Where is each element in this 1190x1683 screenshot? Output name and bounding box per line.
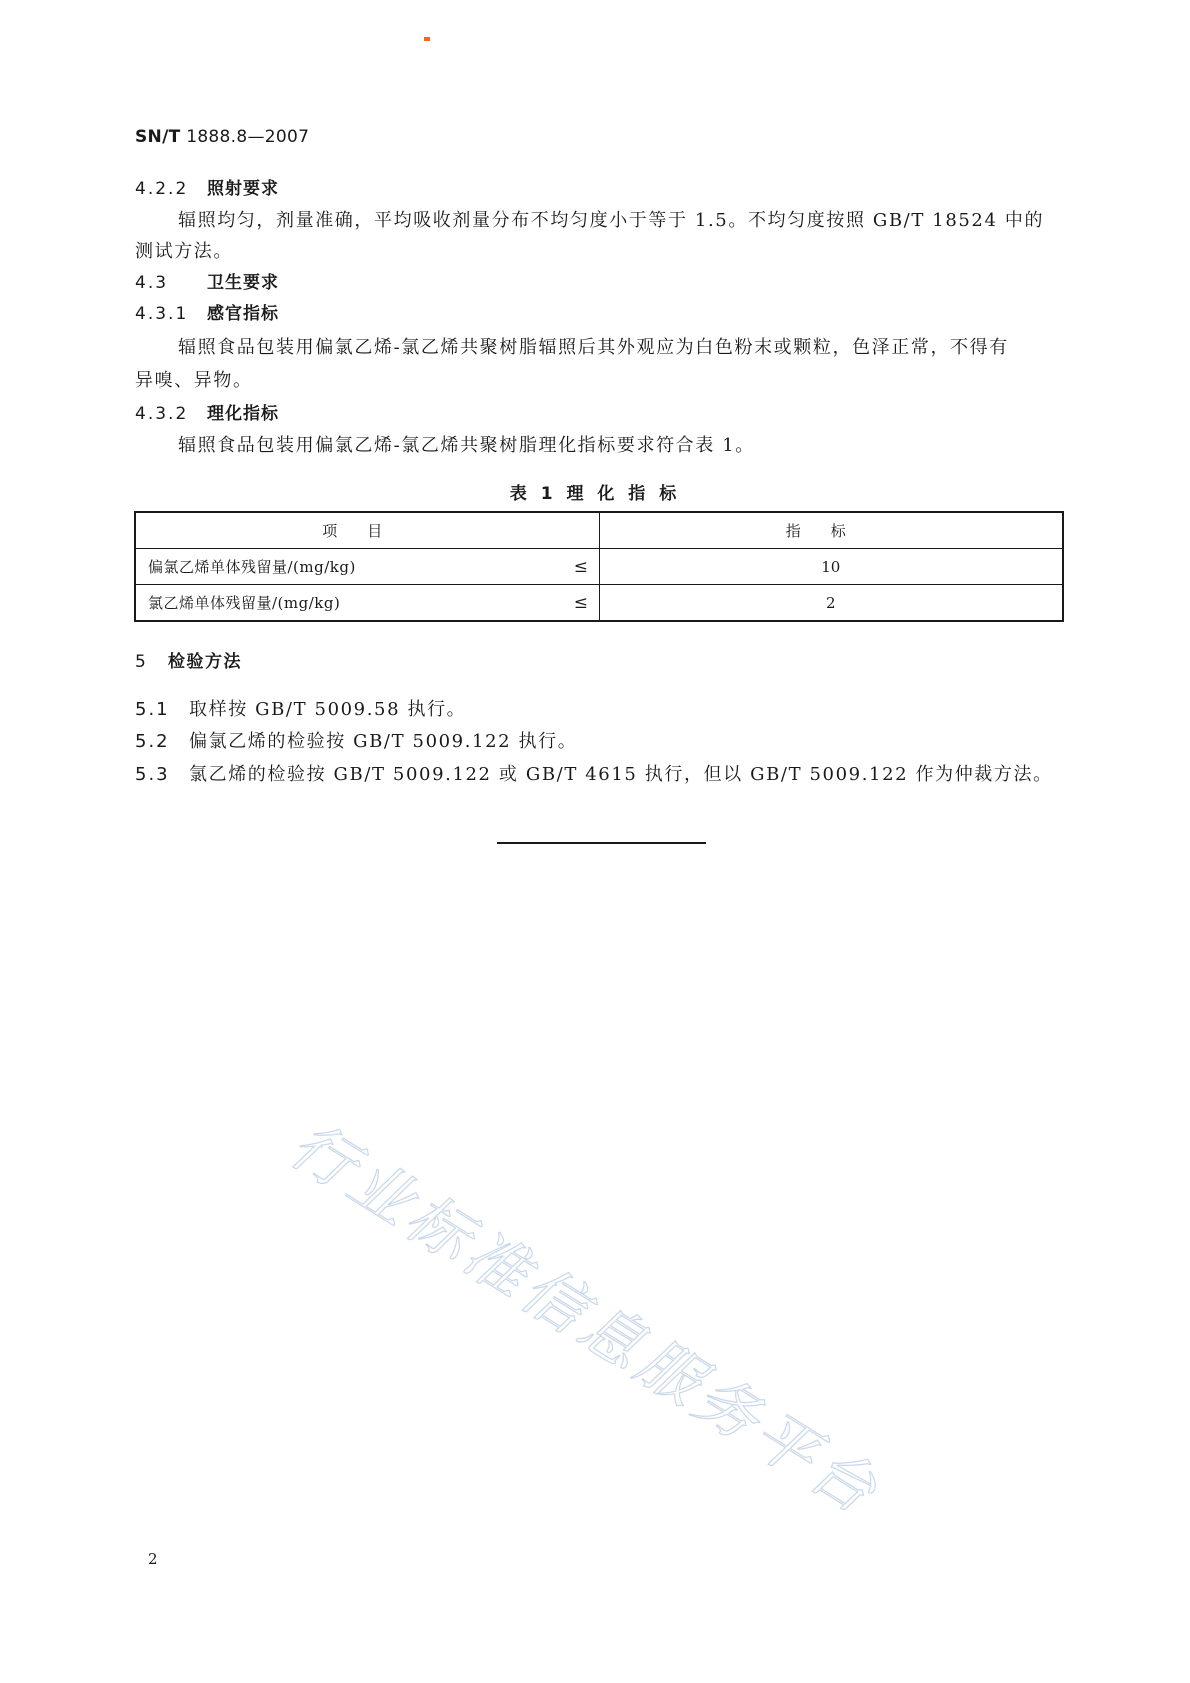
spec-table: [134, 511, 1064, 622]
end-rule: [497, 842, 706, 844]
item-label: 偏氯乙烯单体残留量/(mg/kg): [148, 558, 356, 576]
document-code: [135, 127, 309, 147]
heading-title: 感官指标: [207, 304, 279, 324]
heading-number: 4.2.2: [135, 179, 189, 199]
clause-5-1: [135, 699, 466, 721]
table-header-item: 项目: [135, 512, 599, 549]
clause-text: 氯乙烯的检验按 GB/T 5009.122 或 GB/T 4615 执行，但以 GB/T 5009.122 作为仲裁方法。: [189, 764, 1053, 785]
heading-4-3-1: [135, 303, 279, 325]
table-cell-value: 2: [599, 585, 1063, 622]
table-header-value: 指标: [599, 512, 1063, 549]
heading-number: 4.3.2: [135, 404, 189, 424]
heading-number: 4.3.1: [135, 304, 189, 324]
heading-5: [135, 651, 242, 673]
paragraph-4-2-2-line2: 测试方法。: [135, 241, 233, 262]
clause-text: 取样按 GB/T 5009.58 执行。: [189, 699, 467, 720]
table-header-row: [135, 512, 1063, 549]
doc-code-number: 1888.8—2007: [186, 127, 310, 147]
heading-title: 检验方法: [168, 652, 242, 672]
orange-mark: [424, 37, 430, 41]
table-caption: 表 1 理 化 指 标: [509, 484, 681, 504]
table-cell-item: [135, 585, 599, 622]
heading-title: 照射要求: [207, 179, 279, 199]
paragraph-4-3-2: 辐照食品包装用偏氯乙烯-氯乙烯共聚树脂理化指标要求符合表 1。: [178, 435, 755, 456]
less-equal-sign: ≤: [573, 593, 589, 613]
heading-number: 4.3: [135, 273, 169, 293]
heading-number: 5: [135, 652, 148, 672]
clause-text: 偏氯乙烯的检验按 GB/T 5009.122 执行。: [189, 731, 578, 752]
item-label: 氯乙烯单体残留量/(mg/kg): [148, 594, 341, 612]
clause-number: 5.1: [135, 699, 170, 720]
page-number: 2: [148, 1550, 158, 1568]
heading-4-2-2: [135, 178, 279, 200]
clause-number: 5.2: [135, 731, 170, 752]
heading-title: 卫生要求: [207, 273, 279, 293]
paragraph-4-3-1-line2: 异嗅、异物。: [135, 370, 253, 391]
table-cell-item: [135, 549, 599, 585]
table-row: [135, 549, 1063, 585]
less-equal-sign: ≤: [573, 557, 589, 577]
heading-4-3: [135, 272, 279, 294]
table-row: [135, 585, 1063, 622]
paragraph-4-3-1-line1: 辐照食品包装用偏氯乙烯-氯乙烯共聚树脂辐照后其外观应为白色粉末或颗粒，色泽正常，不得有: [178, 337, 1009, 358]
doc-code-prefix: SN/T: [135, 127, 181, 147]
table-cell-value: 10: [599, 549, 1063, 585]
heading-4-3-2: [135, 403, 279, 425]
clause-5-2: [135, 731, 577, 753]
clause-5-3: [135, 764, 1053, 786]
clause-number: 5.3: [135, 764, 170, 785]
paragraph-4-2-2-line1: 辐照均匀，剂量准确，平均吸收剂量分布不均匀度小于等于 1.5。不均匀度按照 GB/T 18524 中的: [178, 210, 1045, 231]
watermark: 行业标准信息服务平台: [278, 1107, 894, 1531]
heading-title: 理化指标: [207, 404, 279, 424]
